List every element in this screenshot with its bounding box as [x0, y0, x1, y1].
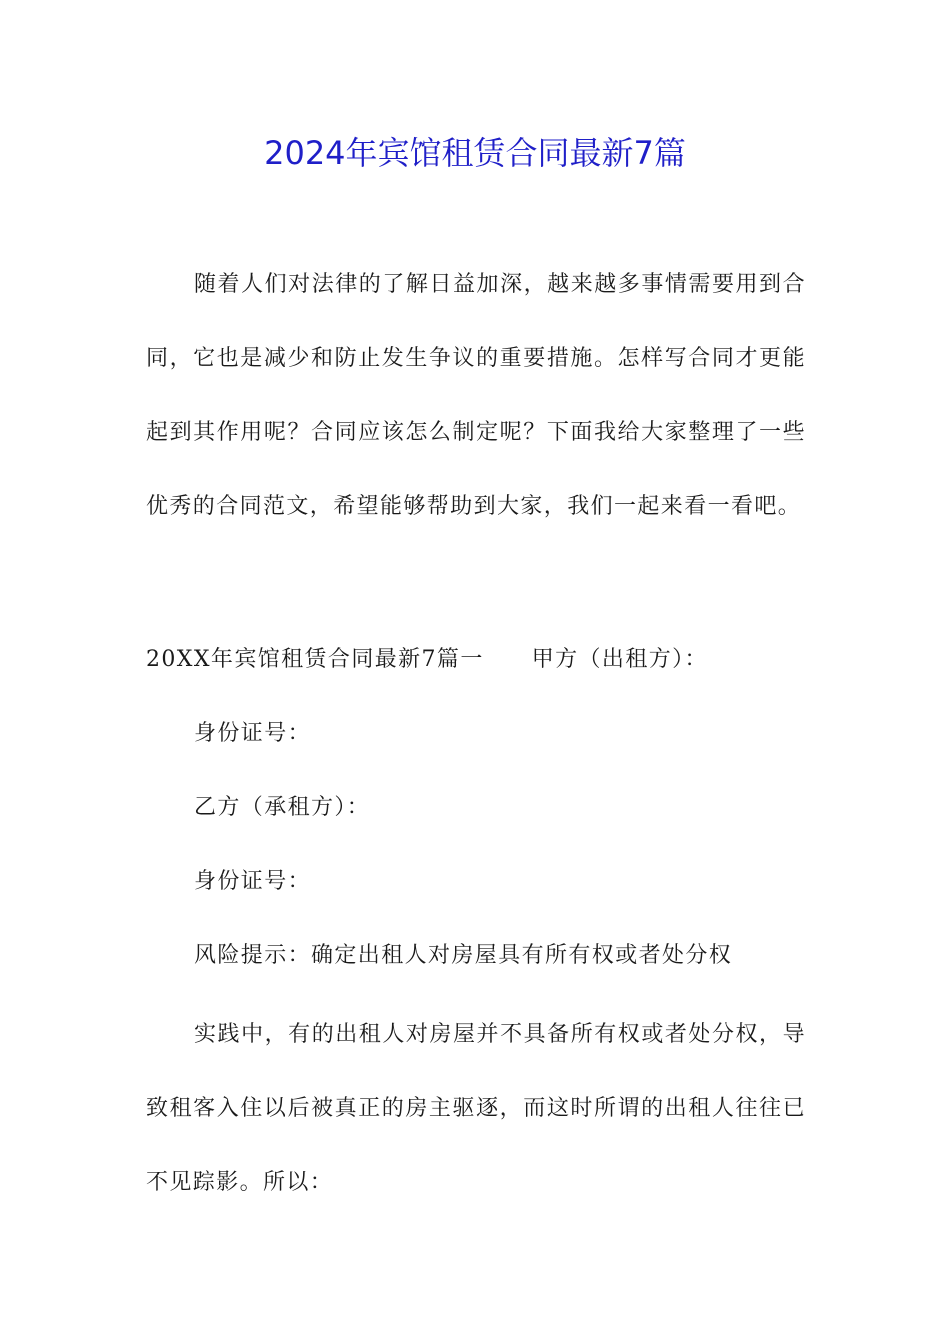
- risk-paragraph: 实践中，有的出租人对房屋并不具备所有权或者处分权，导致租客入住以后被真正的房主驱逐，而这时所谓的出租人往往已不见踪影。所以：: [146, 1022, 806, 1195]
- party-b-label: 乙方（承租方）：: [194, 795, 371, 820]
- party-a-id-label: 身份证号：: [194, 721, 312, 746]
- risk-heading: 风险提示：确定出租人对房屋具有所有权或者处分权: [194, 943, 733, 968]
- party-b-id-label: 身份证号：: [194, 869, 312, 894]
- section-heading: 20XX年宾馆租赁合同最新7篇一: [146, 647, 484, 672]
- document-title: 2024年宾馆租赁合同最新7篇: [264, 134, 686, 172]
- section-heading-row: [146, 640, 806, 680]
- party-a-label: 甲方（出租方）：: [531, 647, 708, 672]
- intro-paragraph: 随着人们对法律的了解日益加深，越来越多事情需要用到合同，它也是减少和防止发生争议的重要措施。怎样写合同才更能起到其作用呢？合同应该怎么制定呢？下面我给大家整理了一些优秀的合同范文，希望能够帮助到大家，我们一起来看一看吧。: [146, 272, 806, 519]
